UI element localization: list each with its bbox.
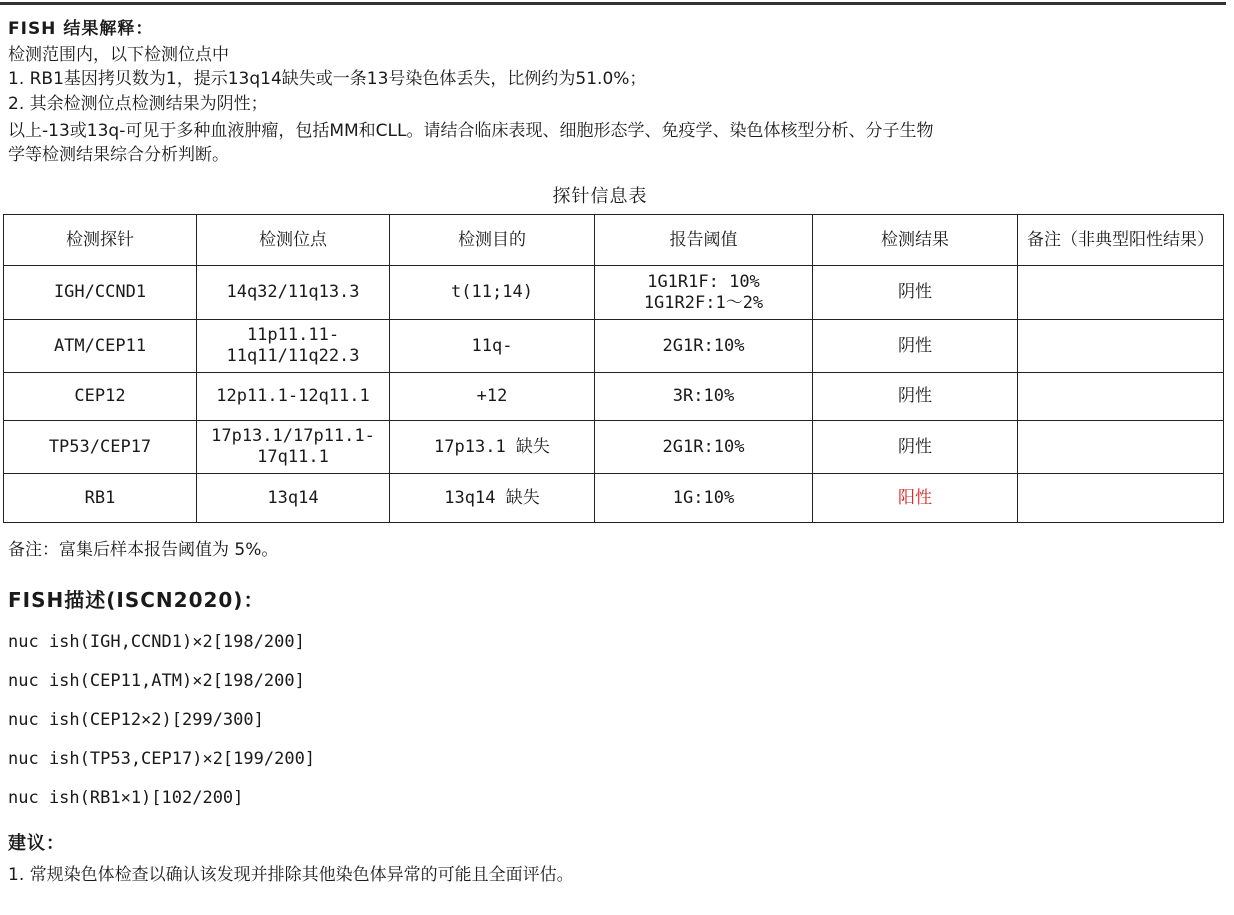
cell-result-positive: 阳性 <box>813 474 1018 523</box>
cell-purpose: +12 <box>390 373 595 421</box>
cell-probe: RB1 <box>4 474 197 523</box>
top-divider <box>0 2 1226 5</box>
cell-probe: ATM/CEP11 <box>4 320 197 373</box>
cell-result: 阴性 <box>813 373 1018 421</box>
cell-purpose: 11q- <box>390 320 595 373</box>
cell-probe: IGH/CCND1 <box>4 266 197 320</box>
cell-result: 阴性 <box>813 421 1018 474</box>
header-probe: 检测探针 <box>4 215 197 266</box>
iscn-line-4: nuc ish(TP53,CEP17)×2[199/200] <box>8 749 316 769</box>
cell-remark <box>1018 421 1224 474</box>
interpretation-line-5: 学等检测结果综合分析判断。 <box>8 145 229 165</box>
threshold-note: 备注：富集后样本报告阈值为 5%。 <box>8 540 279 560</box>
table-row <box>4 266 1224 320</box>
interpretation-line-1: 检测范围内，以下检测位点中 <box>8 45 229 65</box>
cell-threshold: 2G1R:10% <box>595 421 813 474</box>
probe-info-table <box>3 214 1224 523</box>
iscn-line-3: nuc ish(CEP12×2)[299/300] <box>8 710 264 730</box>
iscn-line-1: nuc ish(IGH,CCND1)×2[198/200] <box>8 632 305 652</box>
iscn-line-2: nuc ish(CEP11,ATM)×2[198/200] <box>8 671 305 691</box>
table-header-row <box>4 215 1224 266</box>
cell-purpose: 17p13.1 缺失 <box>390 421 595 474</box>
header-result: 检测结果 <box>813 215 1018 266</box>
table-row <box>4 320 1224 373</box>
cell-locus: 12p11.1-12q11.1 <box>197 373 390 421</box>
interpretation-line-4: 以上-13或13q-可见于多种血液肿瘤，包括MM和CLL。请结合临床表现、细胞形态学、免疫学、染色体核型分析、分子生物 <box>8 121 934 141</box>
cell-threshold: 1G1R1F: 10% 1G1R2F:1～2% <box>595 266 813 320</box>
suggestion-title: 建议： <box>8 833 65 854</box>
iscn-line-5: nuc ish(RB1×1)[102/200] <box>8 788 244 808</box>
cell-threshold: 1G:10% <box>595 474 813 523</box>
cell-purpose: t(11;14) <box>390 266 595 320</box>
interpretation-line-3: 2. 其余检测位点检测结果为阴性； <box>8 94 268 114</box>
cell-remark <box>1018 373 1224 421</box>
cell-locus: 14q32/11q13.3 <box>197 266 390 320</box>
header-remark: 备注（非典型阳性结果） <box>1018 215 1224 266</box>
header-threshold: 报告阈值 <box>595 215 813 266</box>
cell-probe: CEP12 <box>4 373 197 421</box>
cell-remark <box>1018 266 1224 320</box>
fish-interpretation-title: FISH 结果解释： <box>8 19 154 39</box>
cell-locus: 11p11.11- 11q11/11q22.3 <box>197 320 390 373</box>
cell-locus: 13q14 <box>197 474 390 523</box>
table-row <box>4 421 1224 474</box>
fish-description-title: FISH描述(ISCN2020)： <box>8 588 265 612</box>
table-row <box>4 373 1224 421</box>
cell-result: 阴性 <box>813 320 1018 373</box>
cell-remark <box>1018 320 1224 373</box>
table-row <box>4 474 1224 523</box>
cell-purpose: 13q14 缺失 <box>390 474 595 523</box>
header-purpose: 检测目的 <box>390 215 595 266</box>
probe-table-caption: 探针信息表 <box>552 186 648 207</box>
suggestion-line-1: 1. 常规染色体检查以确认该发现并排除其他染色体异常的可能且全面评估。 <box>8 865 574 885</box>
cell-remark <box>1018 474 1224 523</box>
cell-locus: 17p13.1/17p11.1- 17q11.1 <box>197 421 390 474</box>
interpretation-line-2: 1. RB1基因拷贝数为1，提示13q14缺失或一条13号染色体丢失，比例约为51.0%； <box>8 69 647 89</box>
header-locus: 检测位点 <box>197 215 390 266</box>
cell-probe: TP53/CEP17 <box>4 421 197 474</box>
cell-result: 阴性 <box>813 266 1018 320</box>
cell-threshold: 3R:10% <box>595 373 813 421</box>
cell-threshold: 2G1R:10% <box>595 320 813 373</box>
